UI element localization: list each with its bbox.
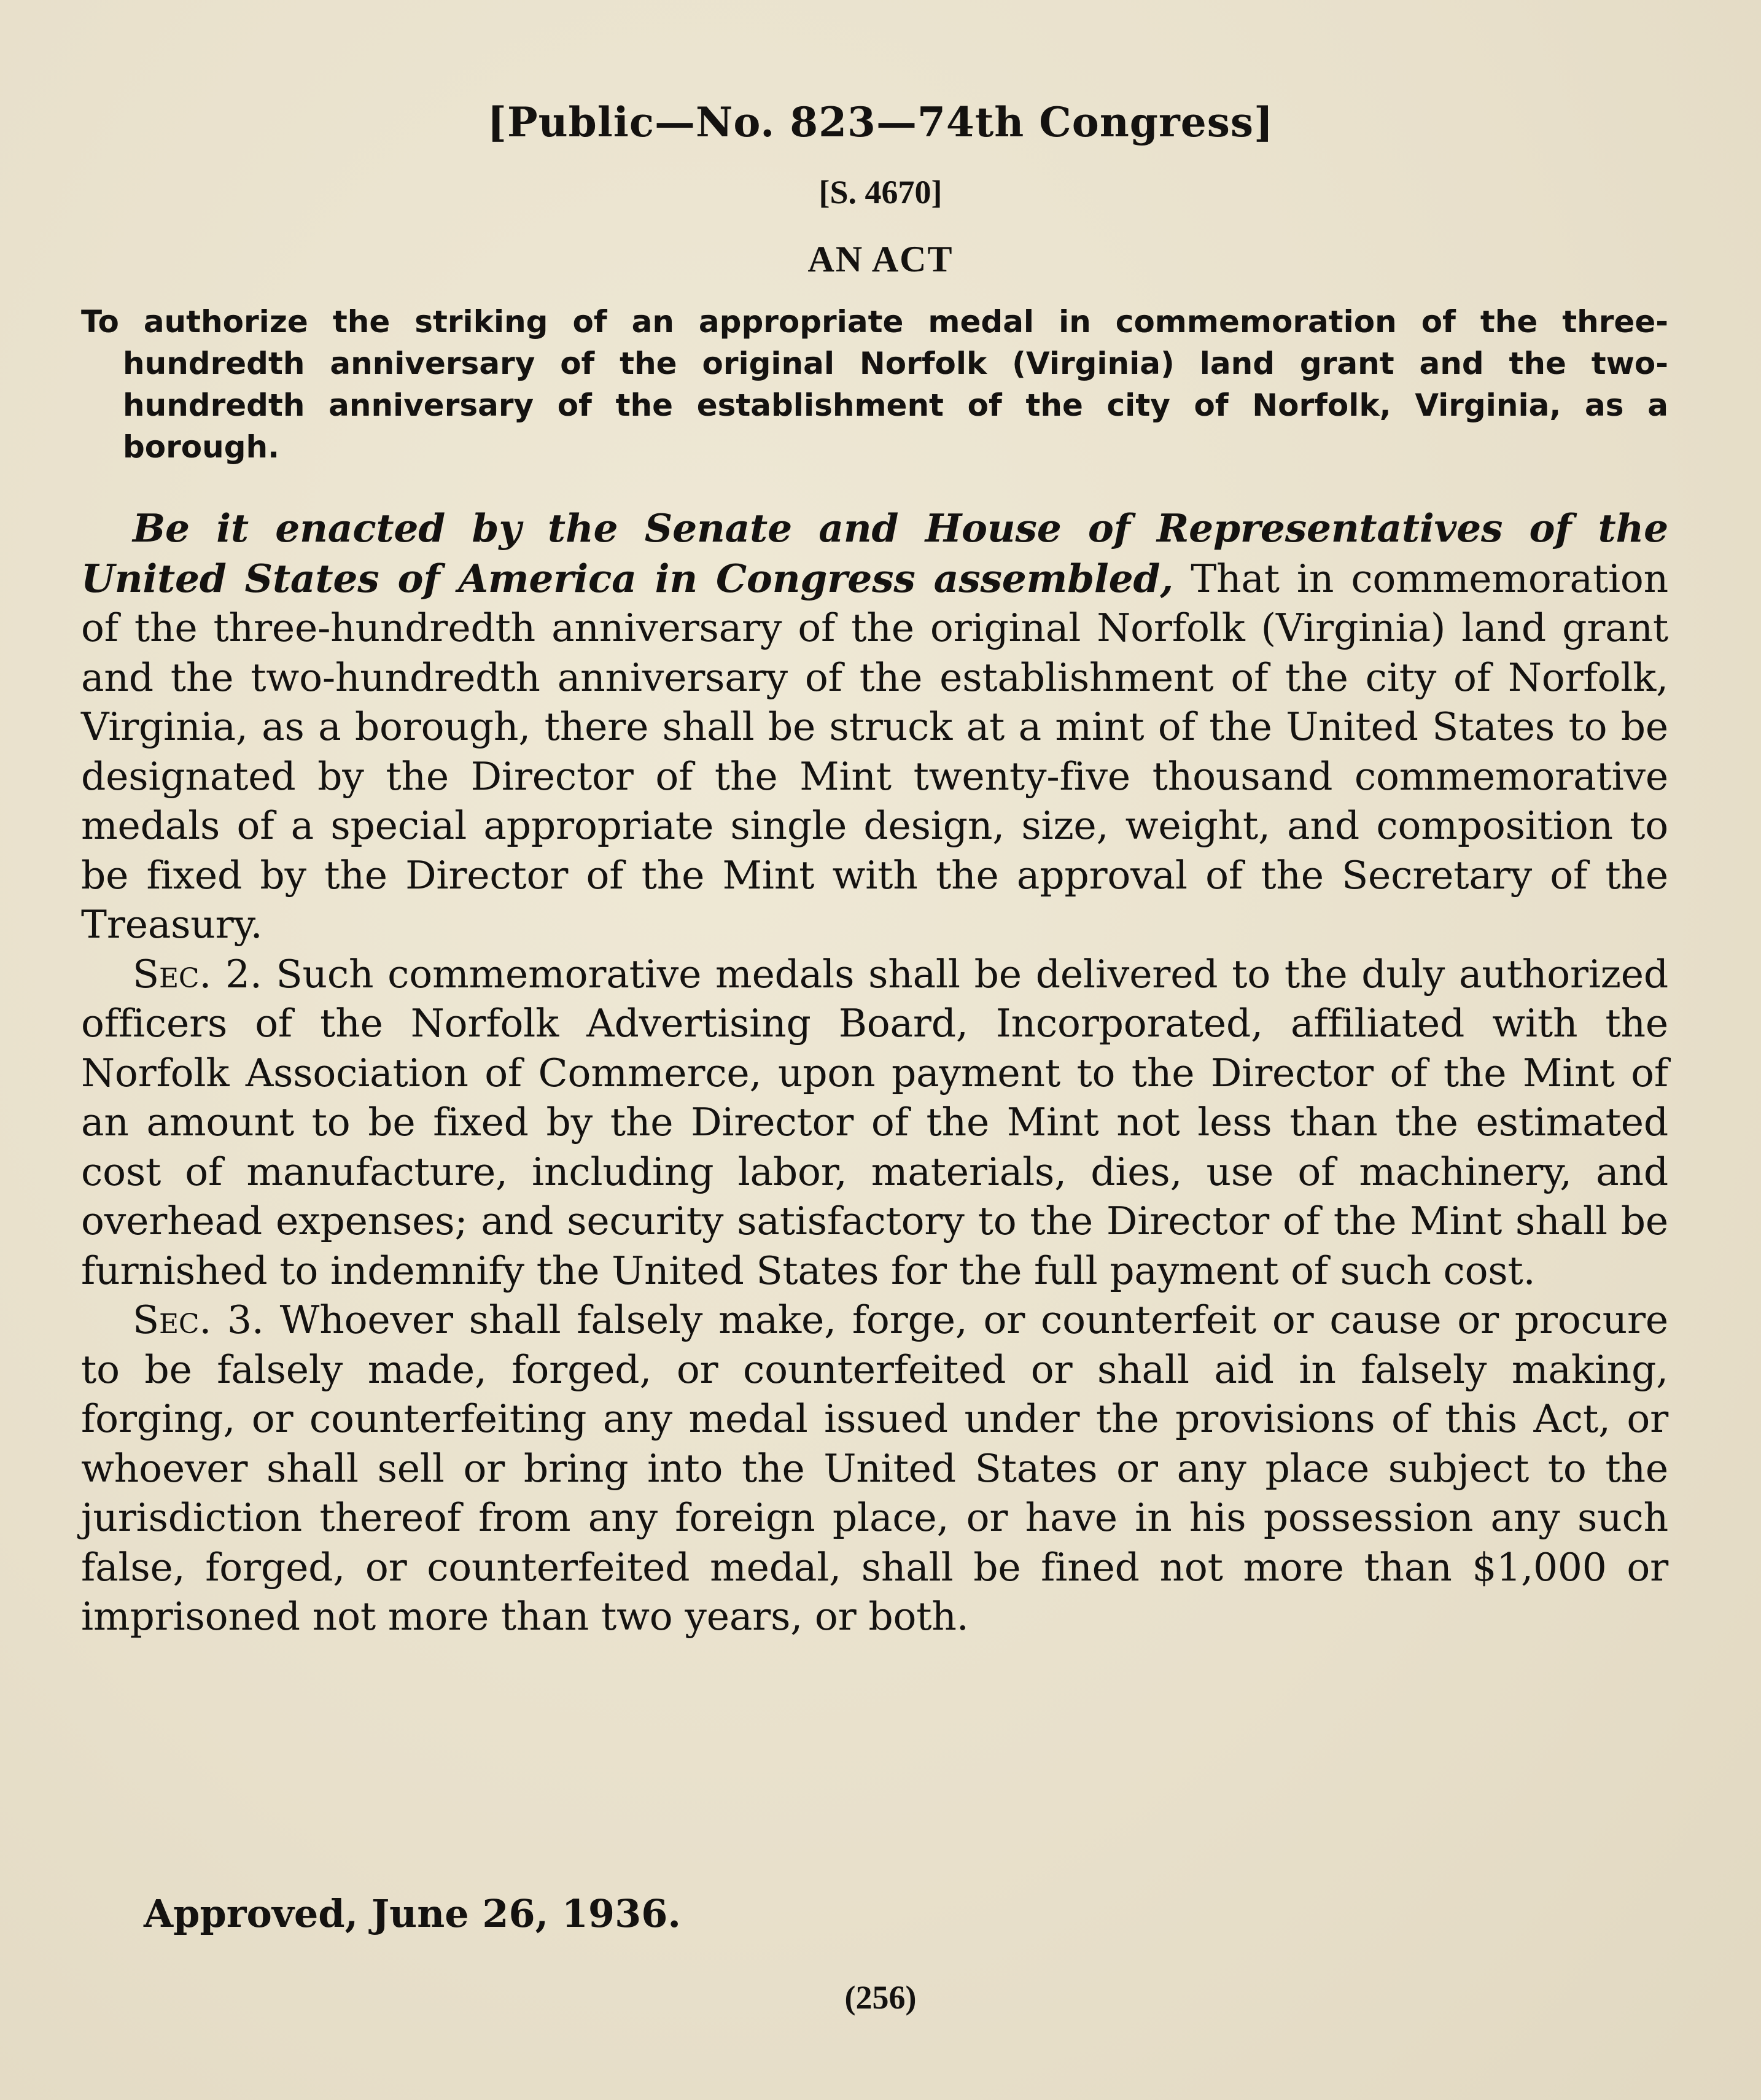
law-title: [Public—No. 823—74th Congress]	[487, 98, 1274, 146]
section-2	[81, 950, 1668, 1296]
section-3-label: Sec. 3.	[133, 1297, 264, 1342]
act-label: AN ACT	[807, 239, 954, 279]
section-1	[81, 504, 1668, 950]
section-1-text: That in commemoration of the three-hundredth anniversary of the original Norfolk (Virginia) land grant and the two-hundredth anniversary of the establishment of the city of Norfolk, Virginia, as a borough, there shall be struck at a mint of the United States to be designated by the Director of the Mint twenty-five thousand commemorative medals of a special appropriate single design, size, weight, and composition to be fixed by the Director of the Mint with the approval of the Secretary of the Treasury.	[81, 556, 1669, 947]
section-3	[81, 1296, 1668, 1642]
approval-date: Approved, June 26, 1936.	[144, 1891, 681, 1936]
act-purpose: To authorize the striking of an appropriate medal in commemoration of the three-hundredth anniversary of the original Norfolk (Virginia) land grant and the two-hundredth anniversary of the establishment of the city of Norfolk, Virginia, as a borough.	[81, 304, 1668, 465]
page-number: (256)	[844, 1979, 917, 2016]
bill-number: [S. 4670]	[818, 174, 943, 211]
act-body	[81, 504, 1668, 1642]
section-3-text: Whoever shall falsely make, forge, or counterfeit or cause or procure to be falsely made, forged, or counterfeited or shall aid in falsely making, forging, or counterfeiting any medal issued under the provisions of this Act, or whoever shall sell or bring into the United States or any place subject to the jurisdiction thereof from any foreign place, or have in his possession any such false, forged, or counterfeited medal, shall be fined not more than $1,000 or imprisoned not more than two years, or both.	[81, 1297, 1669, 1639]
section-2-text: Such commemorative medals shall be delivered to the duly authorized officers of the Norfolk Advertising Board, Incorporated, affiliated with the Norfolk Association of Commerce, upon payment to the Director of the Mint of an amount to be fixed by the Director of the Mint not less than the estimated cost of manufacture, including labor, materials, dies, use of machinery, and overhead expenses; and security satisfactory to the Director of the Mint shall be furnished to indemnify the United States for the full payment of such cost.	[81, 951, 1668, 1293]
section-2-label: Sec. 2.	[133, 951, 262, 997]
enacting-clause: Be it enacted by the Senate and House of Representatives of the United States of America in Congress assembled,	[81, 505, 1668, 601]
